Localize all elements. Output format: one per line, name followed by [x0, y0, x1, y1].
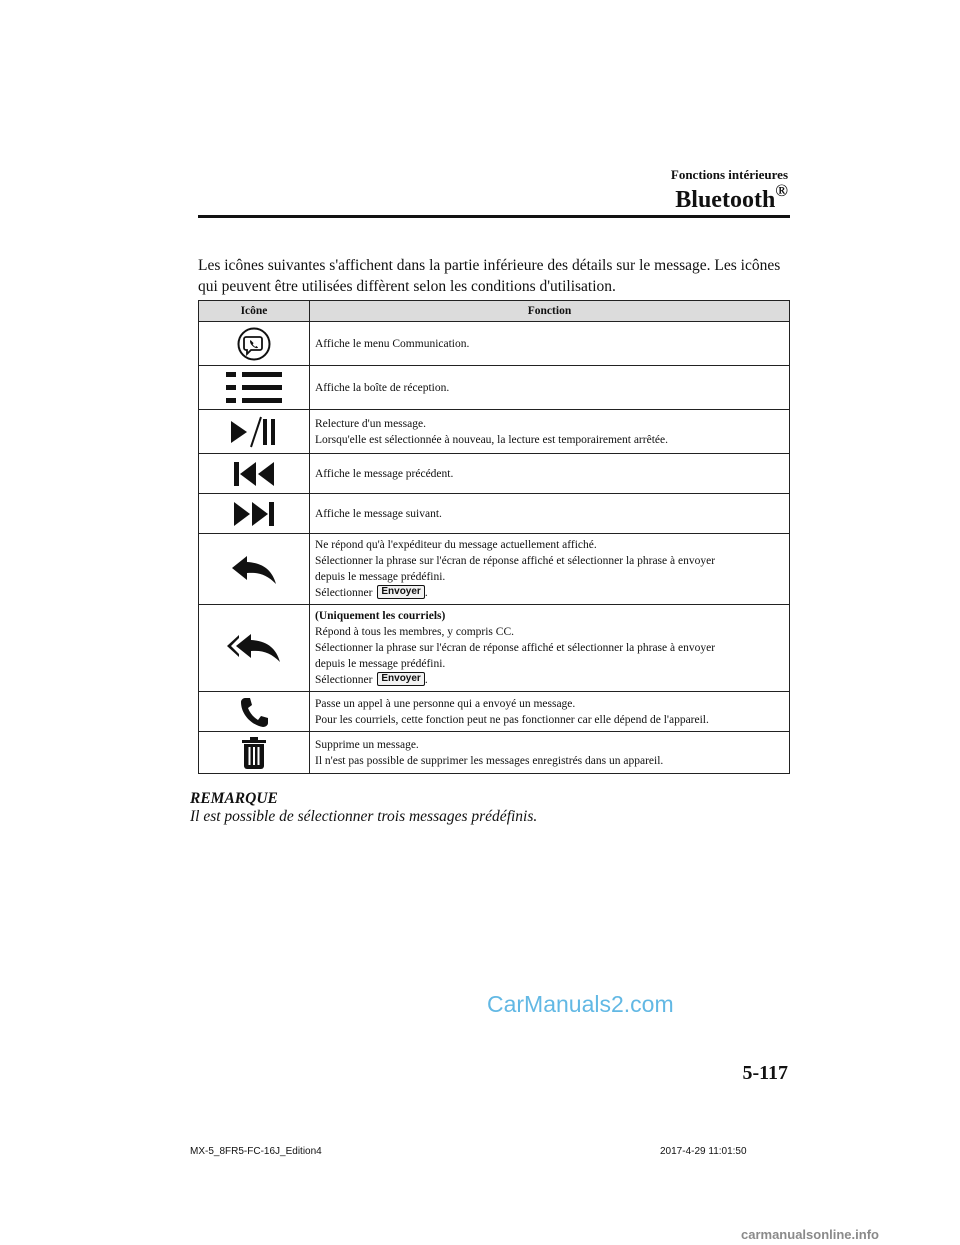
table-row — [199, 732, 790, 774]
table-row — [199, 322, 790, 366]
function-cell — [310, 410, 790, 454]
play-pause-icon — [229, 415, 279, 449]
function-line: Répond à tous les membres, y compris CC. — [315, 626, 514, 638]
communication-menu-icon — [236, 326, 272, 362]
table-header-row — [199, 301, 790, 322]
function-line: Passe un appel à une personne qui a envoyé un message. — [315, 697, 576, 710]
intro-paragraph: Les icônes suivantes s'affichent dans la partie inférieure des détails sur le message. Les icônes qui peuvent être utilisées diffèrent selon les conditions d'utilisation. — [198, 257, 781, 295]
function-cell — [310, 454, 790, 494]
phone-icon — [239, 696, 269, 728]
send-button-image: Envoyer — [377, 672, 424, 686]
function-line: Affiche le message suivant. — [315, 507, 442, 520]
function-line: Lorsqu'elle est sélectionnée à nouveau, la lecture est temporairement arrêtée. — [315, 433, 668, 446]
page-number: 5-117 — [742, 1062, 788, 1084]
icon-cell — [199, 322, 310, 366]
function-cell — [310, 322, 790, 366]
icon-function-table — [198, 300, 790, 774]
table-row — [199, 366, 790, 410]
watermark: CarManuals2.com — [487, 991, 674, 1017]
col-header-icon: Icône — [199, 301, 310, 322]
select-suffix: . — [424, 674, 428, 686]
registered-mark: ® — [775, 181, 788, 200]
select-prefix: Sélectionner — [315, 587, 373, 599]
note-title: REMARQUE — [190, 790, 278, 807]
col-header-function: Fonction — [310, 301, 790, 322]
function-line: Pour les courriels, cette fonction peut ne pas fonctionner car elle dépend de l'appareil. — [315, 713, 709, 726]
table-row — [199, 454, 790, 494]
table-row — [199, 410, 790, 454]
page-title — [675, 183, 788, 214]
function-line: Sélectionner la phrase sur l'écran de réponse affiché et sélectionner la phrase à envoyer — [315, 555, 716, 567]
header-rule — [198, 215, 790, 218]
page-title-text: Bluetooth — [675, 187, 776, 213]
function-line: Relecture d'un message. — [315, 417, 426, 430]
select-suffix: . — [424, 587, 428, 599]
function-cell — [310, 732, 790, 774]
icon-cell — [199, 454, 310, 494]
send-button-image: Envoyer — [377, 585, 424, 599]
function-line: Affiche le menu Communication. — [315, 337, 470, 350]
previous-icon — [232, 460, 276, 488]
reply-all-icon — [225, 631, 283, 665]
function-line: Ne répond qu'à l'expéditeur du message actuellement affiché. — [315, 539, 597, 551]
function-cell — [310, 605, 790, 692]
reply-icon — [229, 553, 279, 585]
function-line: depuis le message prédéfini. — [315, 658, 446, 670]
select-prefix: Sélectionner — [315, 674, 373, 686]
next-icon — [232, 500, 276, 528]
section-title: Fonctions intérieures — [670, 167, 788, 182]
icon-cell — [199, 692, 310, 732]
function-line: Affiche la boîte de réception. — [315, 381, 450, 394]
icon-cell — [199, 732, 310, 774]
function-cell — [310, 366, 790, 410]
site-watermark: carmanualsonline.info — [741, 1227, 879, 1242]
icon-cell — [199, 410, 310, 454]
function-line: Affiche le message précédent. — [315, 467, 454, 480]
function-line: Sélectionner la phrase sur l'écran de réponse affiché et sélectionner la phrase à envoyer — [315, 642, 716, 654]
select-line — [315, 585, 784, 601]
footer-timestamp: 2017-4-29 11:01:50 — [660, 1146, 747, 1157]
table-row — [199, 692, 790, 732]
footer-doc-id: MX-5_8FR5-FC-16J_Edition4 — [190, 1146, 322, 1157]
select-line — [315, 672, 784, 688]
icon-cell — [199, 366, 310, 410]
function-line: depuis le message prédéfini. — [315, 571, 446, 583]
table-row — [199, 494, 790, 534]
icon-cell — [199, 605, 310, 692]
note-text: Il est possible de sélectionner trois messages prédéfinis. — [190, 808, 538, 825]
function-cell — [310, 692, 790, 732]
icon-cell — [199, 534, 310, 605]
inbox-list-icon — [224, 370, 284, 406]
trash-icon — [240, 736, 268, 770]
function-heading: (Uniquement les courriels) — [315, 610, 446, 622]
table-row — [199, 605, 790, 692]
function-line: Supprime un message. — [315, 738, 419, 751]
function-cell — [310, 494, 790, 534]
table-row — [199, 534, 790, 605]
icon-cell — [199, 494, 310, 534]
function-cell — [310, 534, 790, 605]
function-line: Il n'est pas possible de supprimer les messages enregistrés dans un appareil. — [315, 754, 664, 767]
